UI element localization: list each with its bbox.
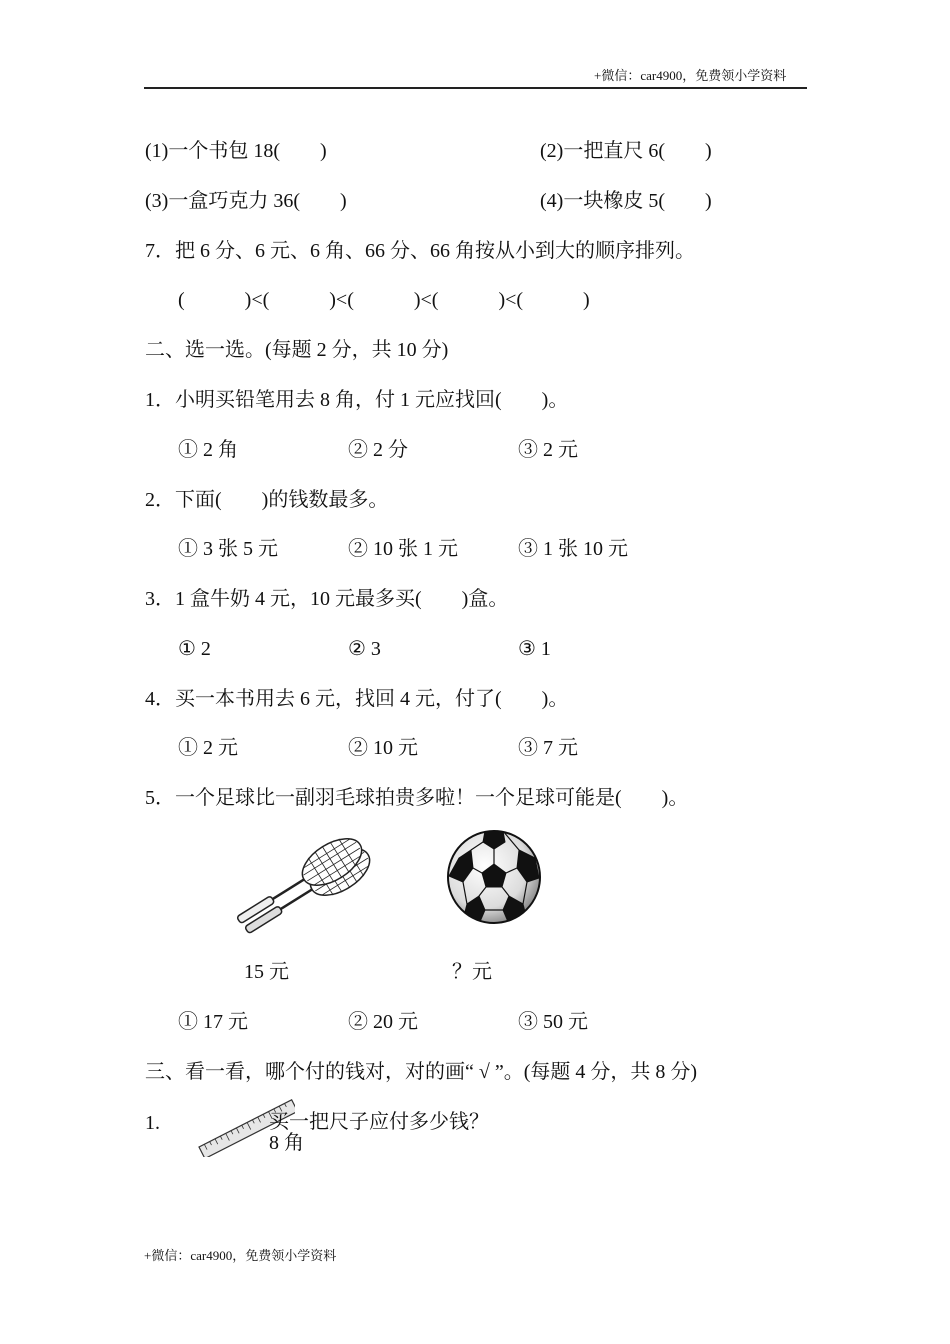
- header-rule: [144, 87, 807, 89]
- s2-q4-text: 4．买一本书用去 6 元，找回 4 元，付了( )。: [145, 688, 569, 710]
- section2-title: 二、选一选。(每题 2 分，共 10 分): [145, 339, 449, 361]
- s2-q1-option-2: ② 2 分: [348, 439, 408, 461]
- s2-q5-text: 5．一个足球比一副羽毛球拍贵多啦！一个足球可能是( )。: [145, 787, 689, 809]
- s2-q1-option-1: ① 2 角: [178, 439, 238, 461]
- s2-q3-option-2: ② 3: [348, 638, 381, 660]
- section3-title: 三、看一看，哪个付的钱对，对的画“ √ ”。(每题 4 分，共 8 分): [145, 1061, 698, 1083]
- s2-q1-text: 1．小明买铅笔用去 8 角，付 1 元应找回( )。: [145, 389, 569, 411]
- ball-price-label: ？元: [452, 961, 492, 983]
- s2-q2-option-2: ② 10 张 1 元: [348, 538, 458, 560]
- badminton-rackets-image: [230, 830, 380, 935]
- s2-q2-option-3: ③ 1 张 10 元: [518, 538, 628, 560]
- s2-q3-text: 3．1 盒牛奶 4 元，10 元最多买( )盒。: [145, 588, 509, 610]
- s2-q3-option-3: ③ 1: [518, 638, 551, 660]
- header-watermark: +微信：car4900，免费领小学资料: [594, 68, 787, 83]
- q6-item-4: (4)一块橡皮 5( ): [540, 190, 712, 212]
- s2-q2-text: 2．下面( )的钱数最多。: [145, 489, 389, 511]
- s2-q5-option-1: ① 17 元: [178, 1011, 248, 1033]
- soccer-ball-image: [445, 828, 543, 926]
- s2-q4-option-3: ③ 7 元: [518, 737, 578, 759]
- s2-q3-option-1: ① 2: [178, 638, 211, 660]
- s2-q2-option-1: ① 3 张 5 元: [178, 538, 278, 560]
- q7-text: 7．把 6 分、6 元、6 角、66 分、66 角按从小到大的顺序排列。: [145, 240, 695, 262]
- racket-price-label: 15 元: [244, 961, 289, 983]
- s3-q1-price: 8 角: [269, 1132, 304, 1154]
- q6-item-2: (2)一把直尺 6( ): [540, 140, 712, 162]
- footer-watermark: +微信：car4900，免费领小学资料: [144, 1248, 337, 1263]
- s2-q1-option-3: ③ 2 元: [518, 439, 578, 461]
- q7-blanks: ( )<( )<( )<( )<( ): [178, 289, 590, 311]
- s2-q4-option-1: ① 2 元: [178, 737, 238, 759]
- s2-q5-option-2: ② 20 元: [348, 1011, 418, 1033]
- s2-q5-option-3: ③ 50 元: [518, 1011, 588, 1033]
- q6-item-1: (1)一个书包 18( ): [145, 140, 327, 162]
- s2-q4-option-2: ② 10 元: [348, 737, 418, 759]
- q6-item-3: (3)一盒巧克力 36( ): [145, 190, 347, 212]
- s3-q1-text: 买一把尺子应付多少钱？: [269, 1111, 489, 1133]
- s3-q1-number: 1.: [145, 1112, 160, 1134]
